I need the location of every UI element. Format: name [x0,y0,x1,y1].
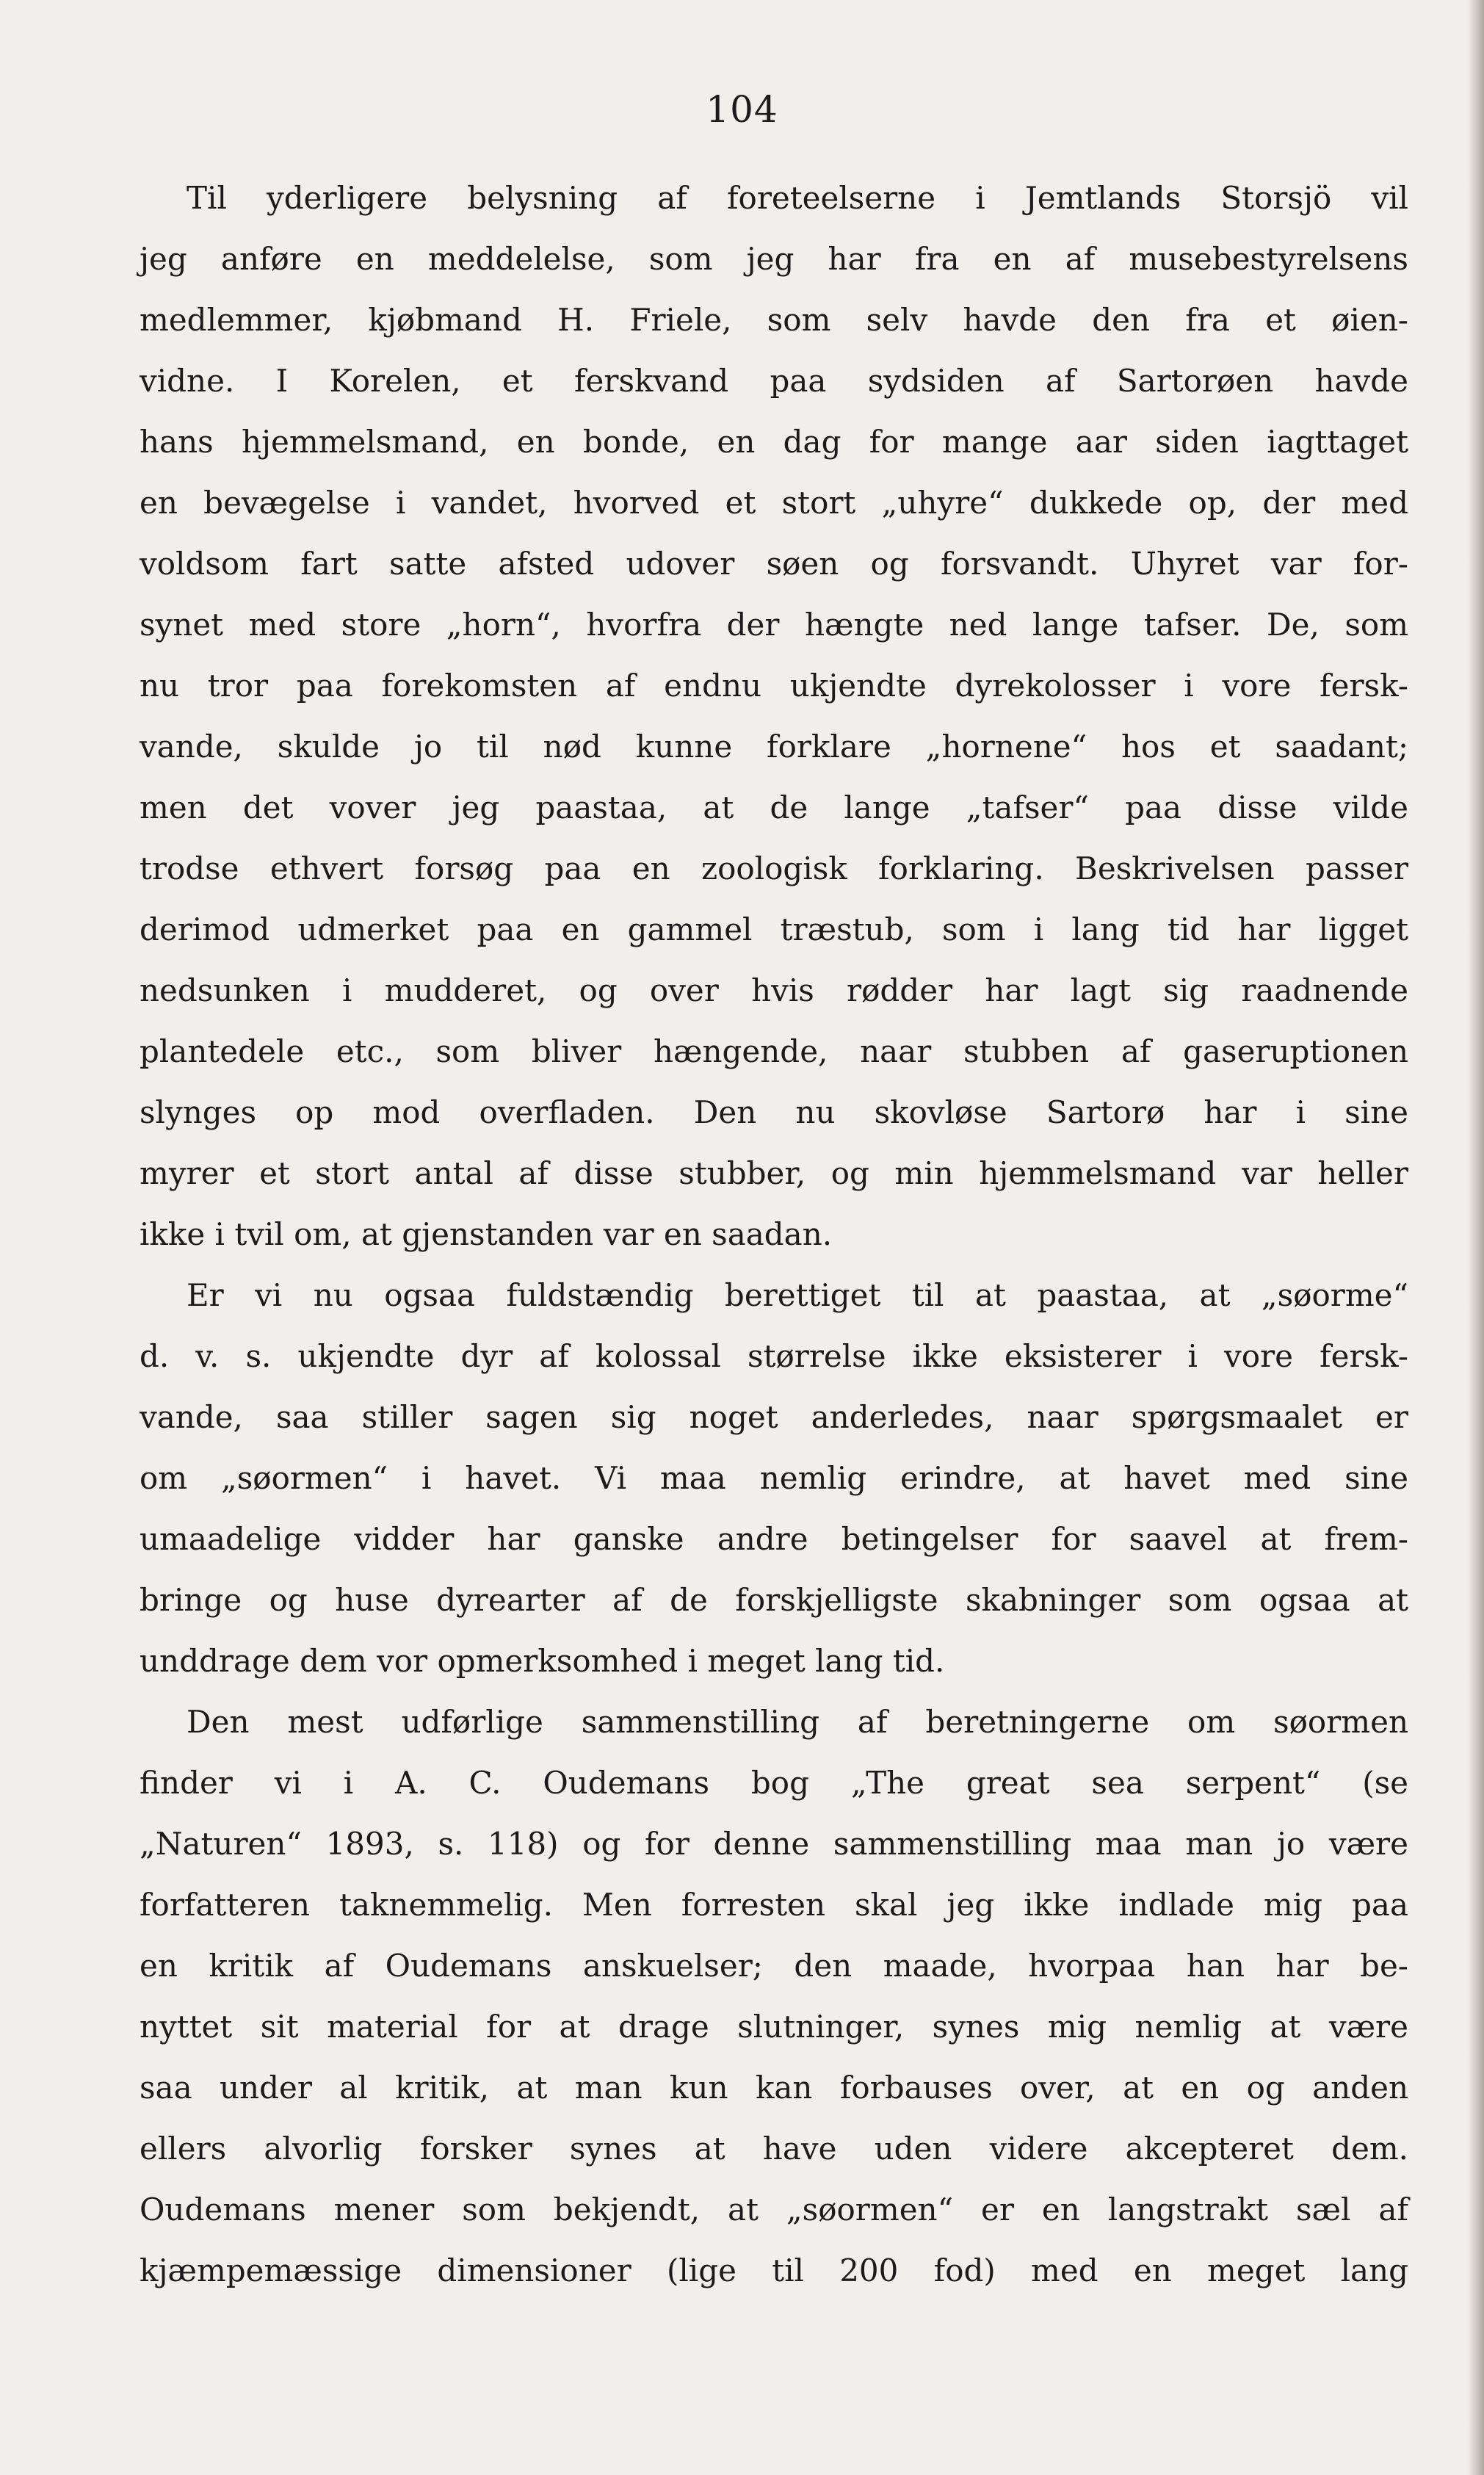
text-line: en kritik af Oudemans anskuelser; den maade, hvorpaa han har be- [140,1948,1408,1984]
text-line: vidne. I Korelen, et ferskvand paa sydsiden af Sartorøen havde [140,363,1408,399]
text-line: Til yderligere belysning af foreteelserne i Jemtlands Storsjö vil [187,180,1408,216]
text-line: Er vi nu ogsaa fuldstændig berettiget til at paastaa, at „søorme“ [187,1277,1408,1313]
text-line: nyttet sit material for at drage slutninger, synes mig nemlig at være [140,2009,1408,2045]
text-line: myrer et stort antal af disse stubber, og min hjemmelsmand var heller [140,1155,1408,1191]
text-line: umaadelige vidder har ganske andre betingelser for saavel at frem- [140,1521,1408,1557]
text-line: bringe og huse dyrearter af de forskjelligste skabninger som ogsaa at [140,1582,1408,1618]
text-line: vande, skulde jo til nød kunne forklare „hornene“ hos et saadant; [140,729,1408,765]
page-number: 104 [706,88,778,131]
text-fragment: medlemmer, kjøbmand H. Friele, som selv havde den fra et øien- [140,302,1408,338]
text-line: slynges op mod overfladen. Den nu skovløse Sartorø har i sine [140,1094,1408,1130]
paragraph-3 [140,1691,1408,2301]
text-line: trodse ethvert forsøg paa en zoologisk forklaring. Beskrivelsen passer [140,850,1408,886]
paragraph-1 [140,167,1408,1265]
text-line: ikke i tvil om, at gjenstanden var en saadan. [140,1216,833,1252]
text-line: en bevægelse i vandet, hvorved et stort „uhyre“ dukkede op, der med [140,485,1408,521]
text-line [140,289,1408,350]
text-line: jeg anføre en meddelelse, som jeg har fra en af musebestyrelsens [140,241,1408,277]
text-line: vande, saa stiller sagen sig noget anderledes, naar spørgsmaalet er [140,1399,1408,1435]
text-line: forfatteren taknemmelig. Men forresten skal jeg ikke indlade mig paa [140,1887,1408,1923]
page-edge-shadow [1468,0,1484,2475]
text-line: hans hjemmelsmand, en bonde, en dag for mange aar siden iagttaget [140,424,1408,460]
text-line: kjæmpemæssige dimensioner (lige til 200 fod) med en meget lang [140,2252,1408,2288]
text-line: voldsom fart satte afsted udover søen og forsvandt. Uhyret var for- [140,546,1408,582]
text-line: „Naturen“ 1893, s. 118) og for denne sammenstilling maa man jo være [140,1826,1408,1862]
text-line: d. v. s. ukjendte dyr af kolossal størrelse ikke eksisterer i vore fersk- [140,1338,1408,1374]
paragraph-2 [140,1265,1408,1691]
text-line: men det vover jeg paastaa, at de lange „tafser“ paa disse vilde [140,790,1408,825]
text-line: plantedele etc., som bliver hængende, naar stubben af gaseruptionen [140,1033,1408,1069]
text-line: saa under al kritik, at man kun kan forbauses over, at en og anden [140,2070,1408,2106]
text-line: om „søormen“ i havet. Vi maa nemlig erindre, at havet med sine [140,1460,1408,1496]
text-line: nedsunken i mudderet, og over hvis rødder har lagt sig raadnende [140,972,1408,1008]
text-line: finder vi i A. C. Oudemans bog „The great sea serpent“ (se [140,1765,1408,1801]
body-text [140,167,1408,2301]
text-line: Oudemans mener som bekjendt, at „søormen“ er en langstrakt sæl af [140,2192,1408,2228]
text-line: derimod udmerket paa en gammel træstub, som i lang tid har ligget [140,911,1408,947]
text-line: unddrage dem vor opmerksomhed i meget lang tid. [140,1643,945,1679]
text-line: Den mest udførlige sammenstilling af beretningerne om søormen [187,1704,1408,1740]
text-line: synet med store „horn“, hvorfra der hængte ned lange tafser. De, som [140,607,1408,643]
text-line: ellers alvorlig forsker synes at have uden videre akcepteret dem. [140,2131,1408,2167]
text-line: nu tror paa forekomsten af endnu ukjendte dyrekolosser i vore fersk- [140,668,1408,704]
